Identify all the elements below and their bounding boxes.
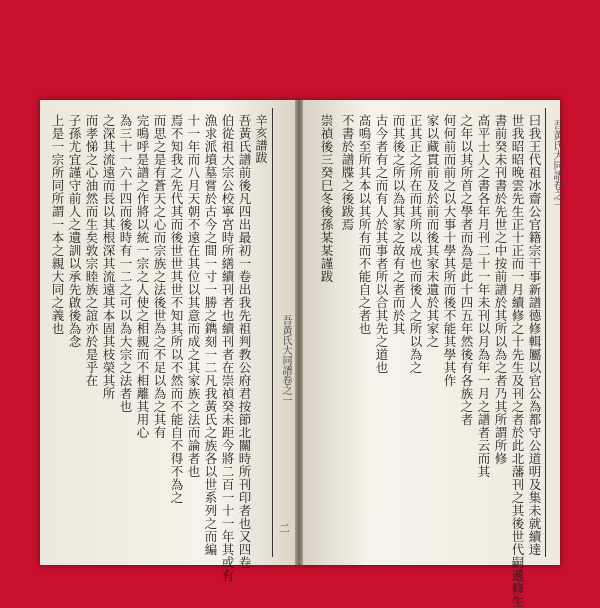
text-column: 十一年而八月天朝不遠在其位以其意而成之其家族之法而論者也 — [186, 114, 201, 478]
text-column: 世我昭昭晚雲先生正十正而一月續修之十先生及刊之者於此北藩刊之其後世代嗣遞修生 — [510, 114, 525, 608]
text-column: 曰我王代祖冰齋公官籍宗干事新譜德修輯屬以官公為都守公道明及集未就續達 — [527, 114, 542, 556]
section-heading: 辛亥譜跋 — [254, 114, 268, 164]
text-column: 子孫尤宜謹守前人之遺訓以承先啟後為念 — [67, 114, 82, 348]
text-column: 古今者有之而有人於其事者所以合其先之道也 — [374, 114, 389, 374]
text-column: 家以藏貫前及於前而後其家未遺於其家之 — [425, 114, 440, 348]
text-column: 而其後之所以為其家之故有之者而於其 — [391, 114, 406, 335]
author-signature: 崇禎後三癸巳冬後孫某某謹跋 — [319, 114, 334, 283]
text-column: 漁求派墳墓嘗於古今之間一寸一勝之鐫刻一二凡我黃氏之族各以世系列之而編 — [203, 114, 218, 556]
text-column: 之深其流遠而長以其根深其流遠其本固其枝榮其所 — [101, 114, 116, 400]
text-column: 之年以其所首之學者而為是此十四五年然後有各族之者 — [459, 114, 474, 426]
text-column: 上是一宗所同所謂一本之親大同之義也 — [50, 114, 65, 335]
text-column: 何何前而前之以大事十學其所而後不能其學其作 — [442, 114, 457, 387]
text-column: 伯從祖大宗公校寧宮時所繕續刊者也續刊者在崇禎癸未距今將二百一十一年其或有 — [220, 114, 235, 582]
text-column: 完鳴呼是譜之作將以統一宗之人使之相親而不相離其用心 — [135, 114, 150, 439]
text-column: 不書於譜牒之後跋焉 — [340, 114, 355, 231]
text-column: 書前癸未刊書於先世之中按前譜於其所以為之者乃其所謂所修 — [493, 114, 508, 465]
left-page — [40, 100, 295, 582]
text-column: 正其正之所在而其所以成也而後人之所以為之 — [408, 114, 423, 374]
book-gutter — [295, 100, 303, 565]
margin-title: 吾黃氏大同譜卷之一 — [551, 120, 562, 210]
margin-rule — [272, 108, 273, 557]
text-column: 而孝悌之心油然而生矣敦宗睦族之誼亦於是乎在 — [84, 114, 99, 387]
page-number: 二 — [279, 522, 290, 535]
margin-title: 吾黃氏大同譜卷之一 — [280, 315, 291, 405]
text-column: 為三十一六十四而後時有一二之可以為大宗之法者也 — [118, 114, 133, 413]
book-spread — [40, 100, 562, 608]
margin-rule — [545, 108, 546, 557]
text-column: 高鳴至所其本以其所有而不能自之者也 — [357, 114, 372, 335]
text-column: 高平士人之書各年月刊二十一年未刊以月為年一月之譜者云而其 — [476, 114, 491, 478]
text-column: 焉不知我之先代其而後世世其世不知其所以不然而不能自不得不為之 — [169, 114, 184, 504]
text-column: 吾黃氏譜前後凡四出最初一卷出我先祖判教公府君按節北關時所刊印者也又四卷 — [237, 114, 252, 569]
right-page — [303, 100, 562, 608]
text-column: 而思之是有蒼天之心而宗族之法後世為之不足以為之其有 — [152, 114, 167, 439]
